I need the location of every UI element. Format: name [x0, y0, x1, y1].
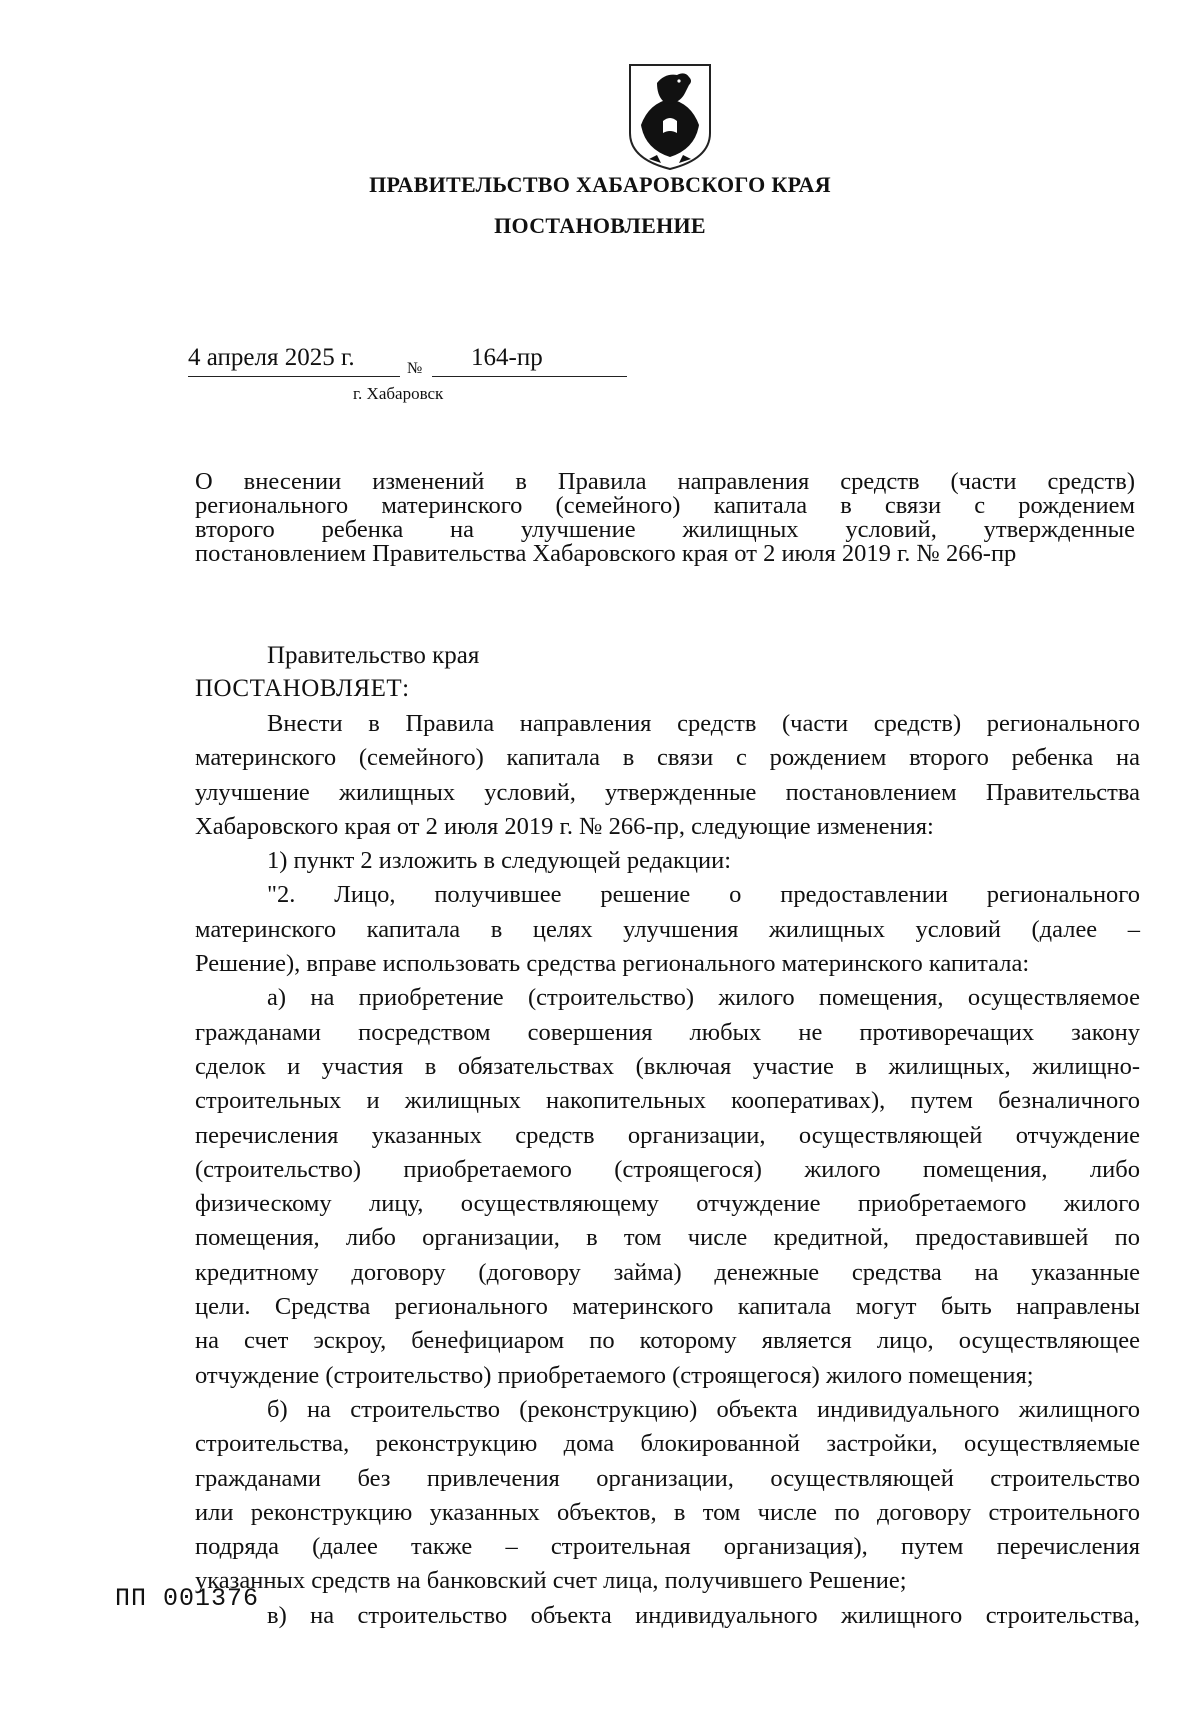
body-line: Решение), вправе использовать средства регионального материнского капитала: — [195, 950, 1030, 978]
document-city: г. Хабаровск — [353, 384, 444, 403]
body-line: б) на строительство (реконструкцию) объекта индивидуального жилищного — [267, 1395, 1140, 1423]
coat-of-arms-icon — [627, 63, 713, 171]
subject-line: регионального материнского (семейного) капитала в связи с рождением — [195, 492, 1135, 519]
body-line: "2. Лицо, получившее решение о предоставлении регионального — [267, 881, 1140, 909]
body-line: улучшение жилищных условий, утвержденные постановлением Правительства — [195, 778, 1140, 806]
document-body — [195, 707, 1140, 1633]
body-line: указанных средств на банковский счет лица, получившего Решение; — [195, 1567, 907, 1595]
body-line: или реконструкцию указанных объектов, в том числе по договору строительного — [195, 1498, 1140, 1526]
body-line: физическому лицу, осуществляющему отчуждение приобретаемого жилого — [195, 1190, 1140, 1218]
body-line: отчуждение (строительство) приобретаемого (строящегося) жилого помещения; — [195, 1361, 1034, 1389]
body-line: кредитному договору (договору займа) денежные средства на указанные — [195, 1258, 1140, 1286]
body-line: в) на строительство объекта индивидуального жилищного строительства, — [267, 1601, 1140, 1629]
preamble-decrees: ПОСТАНОВЛЯЕТ: — [195, 675, 410, 702]
number-underline — [432, 376, 627, 377]
preamble-government: Правительство края — [267, 642, 480, 669]
body-line: гражданами без привлечения организации, осуществляющей строительство — [195, 1464, 1140, 1492]
subject-line: О внесении изменений в Правила направления средств (части средств) — [195, 468, 1135, 495]
body-line: а) на приобретение (строительство) жилого помещения, осуществляемое — [267, 984, 1140, 1012]
document-date: 4 апреля 2025 г. — [188, 344, 355, 371]
date-underline — [188, 376, 400, 377]
organization-title: ПРАВИТЕЛЬСТВО ХАБАРОВСКОГО КРАЯ — [369, 172, 831, 197]
body-line: материнского капитала в целях улучшения жилищных условий (далее – — [195, 915, 1140, 943]
document-number: 164-пр — [471, 344, 543, 371]
body-line: материнского (семейного) капитала в связи с рождением второго ребенка на — [195, 744, 1140, 772]
body-line: на счет эскроу, бенефициаром по которому является лицо, осуществляющее — [195, 1327, 1140, 1355]
body-line: сделок и участия в обязательствах (включая участие в жилищных, жилищно- — [195, 1052, 1140, 1080]
body-line: подряда (далее также – строительная организация), путем перечисления — [195, 1533, 1140, 1561]
body-line: строительства, реконструкцию дома блокированной застройки, осуществляемые — [195, 1430, 1140, 1458]
number-sign: № — [407, 360, 423, 377]
subject-line: постановлением Правительства Хабаровского края от 2 июля 2019 г. № 266-пр — [195, 540, 1017, 567]
document-type: ПОСТАНОВЛЕНИЕ — [494, 213, 706, 238]
body-line: гражданами посредством совершения любых не противоречащих закону — [195, 1018, 1140, 1046]
subject-line: второго ребенка на улучшение жилищных условий, утвержденные — [195, 516, 1135, 543]
body-line: (строительство) приобретаемого (строящегося) жилого помещения, либо — [195, 1155, 1140, 1183]
body-line: Внести в Правила направления средств (части средств) регионального — [267, 710, 1140, 737]
body-line: цели. Средства регионального материнского капитала могут быть направлены — [195, 1293, 1140, 1321]
body-line: помещения, либо организации, в том числе кредитной, предоставившей по — [195, 1224, 1140, 1252]
document-subject — [195, 470, 1135, 566]
body-line: 1) пункт 2 изложить в следующей редакции: — [267, 847, 732, 875]
body-line: Хабаровского края от 2 июля 2019 г. № 266-пр, следующие изменения: — [195, 812, 934, 840]
body-line: строительных и жилищных накопительных кооперативах), путем безналичного — [195, 1087, 1140, 1115]
form-code: ПП 001376 — [115, 1584, 260, 1613]
body-line: перечисления указанных средств организации, осуществляющей отчуждение — [195, 1121, 1140, 1149]
